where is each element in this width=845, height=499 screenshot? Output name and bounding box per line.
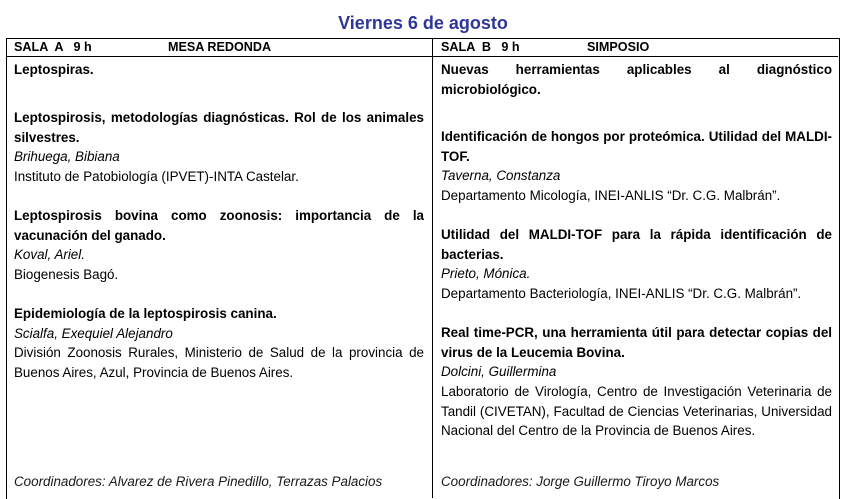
left-talk-2-institution: Biogenesis Bagó. xyxy=(14,266,119,282)
room-b-session-type: SIMPOSIO xyxy=(587,40,650,54)
left-talk-2-speaker: Koval, Ariel. xyxy=(14,247,85,263)
left-section-title: Leptospiras. xyxy=(14,62,94,77)
left-talk-3-institution: División Zoonosis Rurales, Ministerio de Salud de la provincia de Buenos Aires, Azul, Provincia de Buenos Aires. xyxy=(14,345,424,380)
left-coordinators-line: Coordinadores: Alvarez de Rivera Pinedillo, Terrazas Palacios xyxy=(14,474,383,489)
right-talk-3-speaker: Dolcini, Guillermina xyxy=(441,364,557,380)
right-talk-1-institution: Departamento Micología, INEI-ANLIS “Dr. C.G. Malbrán”. xyxy=(441,187,781,203)
right-talk-3-title: Real time-PCR, una herramienta útil para detectar copias del virus de la Leucemia Bovina. xyxy=(441,325,832,360)
left-column-header xyxy=(6,38,432,57)
left-talk-3-title: Epidemiología de la leptospirosis canina. xyxy=(14,306,277,322)
room-a-session-type: MESA REDONDA xyxy=(168,40,272,54)
left-talk-2-title: Leptospirosis bovina como zoonosis: importancia de la vacunación del ganado. xyxy=(14,208,424,243)
right-talk-3-institution: Laboratorio de Virología, Centro de Investigación Veterinaria de Tandil (CIVETAN), Facultad de Ciencias Veterinarias, Universidad Nacional del Centro de la Provincia de Buenos Aires. xyxy=(441,383,832,439)
right-talk-2-title: Utilidad del MALDI-TOF para la rápida identificación de bacterias. xyxy=(441,227,832,262)
left-talk-1-speaker: Brihuega, Bibiana xyxy=(14,149,120,165)
right-column-header xyxy=(433,38,838,57)
right-talk-2-speaker: Prieto, Mónica. xyxy=(441,266,531,282)
room-b-label: SALA B 9 h xyxy=(441,40,520,54)
left-talk-1-institution: Instituto de Patobiología (IPVET)-INTA Castelar. xyxy=(14,168,299,184)
right-talk-1-speaker: Taverna, Constanza xyxy=(441,168,561,184)
right-column xyxy=(441,60,832,441)
right-coordinators-line: Coordinadores: Jorge Guillermo Tiroyo Marcos xyxy=(441,474,720,489)
left-talk-3-speaker: Scialfa, Exequiel Alejandro xyxy=(14,325,173,341)
left-column xyxy=(14,60,424,383)
left-talk-1-title: Leptospirosis, metodologías diagnósticas. Rol de los animales silvestres. xyxy=(14,110,424,145)
room-a-label: SALA A 9 h xyxy=(14,40,92,54)
right-section-title: Nuevas herramientas aplicables al diagnóstico microbiológico. xyxy=(441,62,832,97)
day-title: Viernes 6 de agosto xyxy=(338,13,508,33)
column-divider xyxy=(432,38,433,498)
right-talk-2-institution: Departamento Bacteriología, INEI-ANLIS “Dr. C.G. Malbrán”. xyxy=(441,285,802,301)
right-talk-1-title: Identificación de hongos por proteómica. Utilidad del MALDI-TOF. xyxy=(441,129,832,164)
